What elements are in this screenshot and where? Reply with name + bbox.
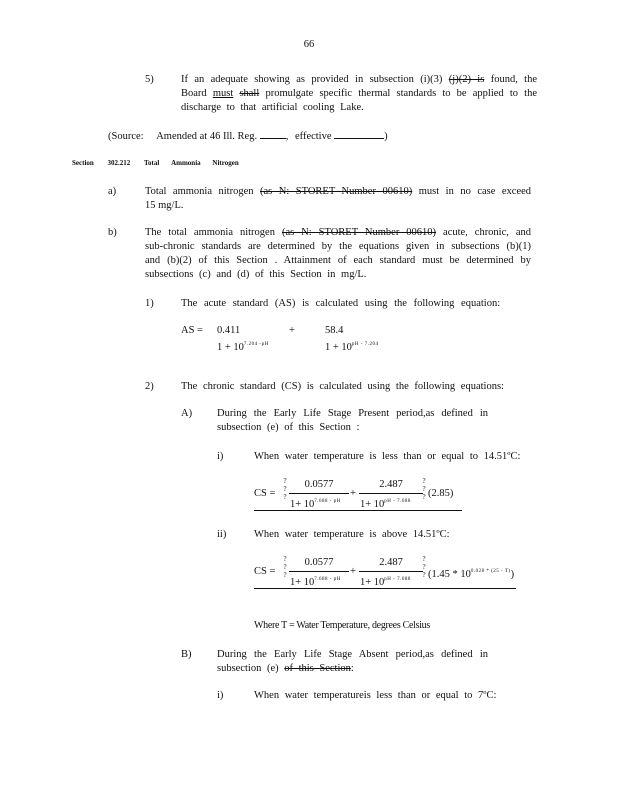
source-note: (Source: Amended at 46 Ill. Reg. , effective ) [108, 131, 388, 142]
item-1-marker: 1) [145, 298, 154, 309]
acute-eq-num-2: 58.4 [325, 325, 344, 336]
item-2b-line-1: During the Early Life Stage Absent period,as defined in [217, 649, 488, 660]
cs-eq-1-den-2: $1+ 10^{pH - 7.688}$ [360, 499, 411, 510]
item-2a-marker: A) [181, 408, 193, 419]
acute-eq-den-1: $1 + 10^{7.204 -pH}$ [217, 342, 269, 353]
cs-eq-2-num-1: 0.0577 [304, 557, 334, 568]
case-i-text: When water temperature is less than or equal to 14.51ºC: [254, 451, 521, 462]
where-note: Where T = Water Temperature, degrees Celsius [254, 620, 430, 631]
item-2-marker: 2) [145, 381, 154, 392]
item-1-text: The acute standard (AS) is calculated using the following equation: [181, 298, 501, 309]
deleted-text: shall [239, 88, 260, 99]
deleted-text: (as N: STORET Number 00610) [260, 186, 413, 197]
acute-eq-lhs: AS = [181, 325, 203, 336]
fraction-bar [289, 493, 349, 494]
case-i-marker: i) [217, 451, 224, 462]
subsection-b-line-1: The total ammonia nitrogen (as N: STORET Number 00610) acute, chronic, and [145, 227, 532, 238]
left-brace-glyph: ? ? ? [283, 555, 287, 579]
subsection-a-line-1: Total ammonia nitrogen (as N: STORET Number 00610) must in no case exceed [145, 186, 532, 197]
cs-eq-2-plus: + [350, 566, 356, 577]
item-2a-line-1: During the Early Life Stage Present period,as defined in [217, 408, 488, 419]
subsection-a-line-2: 15 mg/L. [145, 200, 184, 211]
cs-eq-2-factor: $(1.45 * 10^{0.028 * (25 - T)})$ [428, 569, 515, 580]
item-2-text: The chronic standard (CS) is calculated using the following equations: [181, 381, 504, 392]
cs-eq-1-lhs: CS = [254, 488, 276, 499]
cs-eq-1-num-1: 0.0577 [304, 479, 334, 490]
subsection-a-marker: a) [108, 186, 117, 197]
item-5-marker: 5) [145, 74, 154, 85]
cs-eq-1-factor: (2.85) [428, 488, 454, 499]
cs-eq-2-lhs: CS = [254, 566, 276, 577]
cs-eq-1-plus: + [350, 488, 356, 499]
equation-underline [254, 510, 462, 511]
case-ii-text: When water temperature is above 14.51ºC: [254, 529, 450, 540]
cs-eq-1-num-2: 2.487 [379, 479, 403, 490]
equation-underline [254, 588, 516, 589]
subsection-b-line-3: and (b)(2) of this Section . Attainment of each standard must be determined by [145, 255, 531, 266]
fraction-bar [359, 493, 423, 494]
item-5-line-2: Board must shall promulgate specific thermal standards to be applied to the [181, 88, 537, 99]
item-2a-line-2: subsection (e) of this Section : [217, 422, 360, 433]
acute-eq-num-1: 0.411 [217, 325, 241, 336]
cs-eq-2-den-2: $1+ 10^{pH - 7.688}$ [360, 577, 411, 588]
fraction-bar [289, 571, 349, 572]
item-5-line-3: discharge to that artificial cooling Lake. [181, 102, 364, 113]
deleted-text: (as N: STORET Number 00610) [281, 227, 437, 238]
case-ii-marker: ii) [217, 529, 227, 540]
deleted-text: (j)(2) is [448, 74, 485, 85]
cs-eq-2-den-1: $1+ 10^{7.688 - pH}$ [290, 577, 341, 588]
acute-eq-den-2: $1 + 10^{pH - 7.204}$ [325, 342, 379, 353]
left-brace-glyph: ? ? ? [283, 477, 287, 501]
page-number: 66 [303, 39, 315, 50]
fraction-bar [359, 571, 423, 572]
blank-date [334, 129, 384, 139]
acute-eq-plus: + [289, 325, 295, 336]
case-i-b-text: When water temperatureis less than or equal to 7ºC: [254, 690, 497, 701]
right-brace-glyph: ? ? ? [422, 555, 426, 579]
item-2b-marker: B) [181, 649, 192, 660]
item-5-line-1: If an adequate showing as provided in subsection (i)(3) (j)(2) is found, the [181, 74, 538, 85]
subsection-b-line-2: sub-chronic standards are determined by the equations given in subsections (b)(1) [145, 241, 531, 252]
deleted-text: of this Section [284, 663, 351, 674]
blank-volume [260, 129, 286, 139]
cs-eq-1-den-1: $1+ 10^{7.688 - pH}$ [290, 499, 341, 510]
item-2b-line-2: subsection (e) of this Section: [217, 663, 354, 674]
section-heading: Section 302.212 Total Ammonia Nitrogen [72, 159, 239, 167]
subsection-b-marker: b) [108, 227, 117, 238]
cs-eq-2-num-2: 2.487 [379, 557, 403, 568]
right-brace-glyph: ? ? ? [422, 477, 426, 501]
inserted-text: must [212, 88, 234, 99]
case-i-b-marker: i) [217, 690, 224, 701]
subsection-b-line-4: subsections (c) and (d) of this Section in mg/L. [145, 269, 367, 280]
